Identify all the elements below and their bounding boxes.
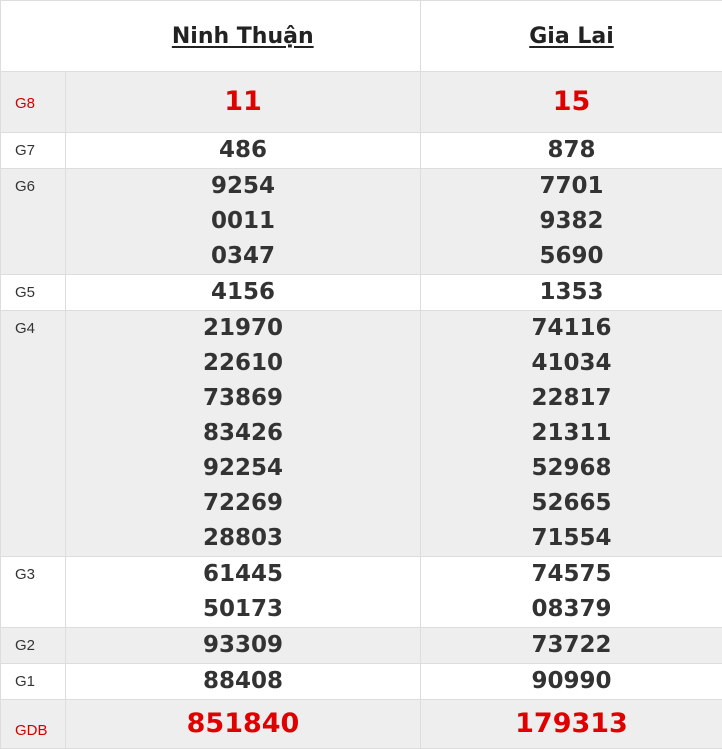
prize-number: 50173 [202,596,284,622]
prize-row-g4 [1,311,722,557]
prize-number: 72269 [202,490,284,516]
prize-label-gdb: GDB [1,700,66,749]
prize-numbers-g3-ninh-thuan [66,557,421,628]
prize-number: 11 [224,86,262,117]
prize-number: 93309 [202,632,284,658]
prize-label-g6: G6 [1,169,66,275]
prize-number: 21970 [202,315,284,341]
prize-row-gdb [1,700,722,749]
prize-numbers-g4-ninh-thuan [66,311,421,557]
prize-number: 52968 [531,455,612,481]
prize-numbers-g4-gia-lai [421,311,722,557]
prize-label-g7: G7 [1,133,66,169]
prize-number: 7701 [539,173,604,199]
province-name-ninh-thuan[interactable]: Ninh Thuận [66,1,421,72]
prize-number: 88408 [202,668,284,694]
prize-numbers-gdb-gia-lai [421,700,722,749]
prize-numbers-g7-gia-lai [421,133,722,169]
prize-row-g1 [1,664,722,700]
prize-label-g3: G3 [1,557,66,628]
prize-number: 0347 [210,243,275,269]
prize-number: 73722 [531,632,612,658]
prize-number: 4156 [210,279,275,305]
prize-number: 486 [218,137,267,163]
prize-number: 851840 [186,708,300,739]
prize-number: 28803 [202,525,284,551]
prize-number: 5690 [539,243,604,269]
prize-label-g1: G1 [1,664,66,700]
prize-number: 90990 [531,668,612,694]
prize-label-g8: G8 [1,72,66,133]
prize-numbers-g6-gia-lai [421,169,722,275]
prize-number: 21311 [531,420,612,446]
prize-number: 15 [552,86,591,117]
prize-numbers-g5-ninh-thuan [66,275,421,311]
prize-number: 878 [547,137,596,163]
prize-number: 52665 [531,490,612,516]
prize-number: 179313 [515,708,628,739]
prize-row-g3 [1,557,722,628]
prize-number: 71554 [531,525,612,551]
prize-numbers-g8-ninh-thuan [66,72,421,133]
prize-row-g6 [1,169,722,275]
province-name-gia-lai[interactable]: Gia Lai [421,1,722,72]
prize-number: 9382 [539,208,604,234]
prize-row-g8 [1,72,722,133]
prize-numbers-g1-gia-lai [421,664,722,700]
prize-row-g2 [1,628,722,664]
prize-number: 22817 [531,385,612,411]
prize-number: 73869 [202,385,284,411]
prize-numbers-g2-ninh-thuan [66,628,421,664]
prize-label-g4: G4 [1,311,66,557]
prize-number: 74116 [531,315,612,341]
prize-numbers-gdb-ninh-thuan [66,700,421,749]
prize-number: 08379 [531,596,612,622]
prize-number: 83426 [202,420,284,446]
prize-label-g5: G5 [1,275,66,311]
prize-numbers-g3-gia-lai [421,557,722,628]
prize-numbers-g2-gia-lai [421,628,722,664]
prize-row-g7 [1,133,722,169]
prize-number: 22610 [202,350,284,376]
prize-numbers-g5-gia-lai [421,275,722,311]
prize-number: 41034 [531,350,612,376]
prize-label-g2: G2 [1,628,66,664]
prize-number: 74575 [531,561,612,587]
header-corner [1,1,66,72]
prize-numbers-g1-ninh-thuan [66,664,421,700]
prize-row-g5 [1,275,722,311]
prize-number: 9254 [210,173,275,199]
prize-numbers-g7-ninh-thuan [66,133,421,169]
prize-numbers-g6-ninh-thuan [66,169,421,275]
header-row [1,1,722,72]
prize-number: 92254 [202,455,284,481]
prize-number: 1353 [539,279,604,305]
prize-number: 61445 [202,561,284,587]
prize-number: 0011 [210,208,275,234]
prize-numbers-g8-gia-lai [421,72,722,133]
